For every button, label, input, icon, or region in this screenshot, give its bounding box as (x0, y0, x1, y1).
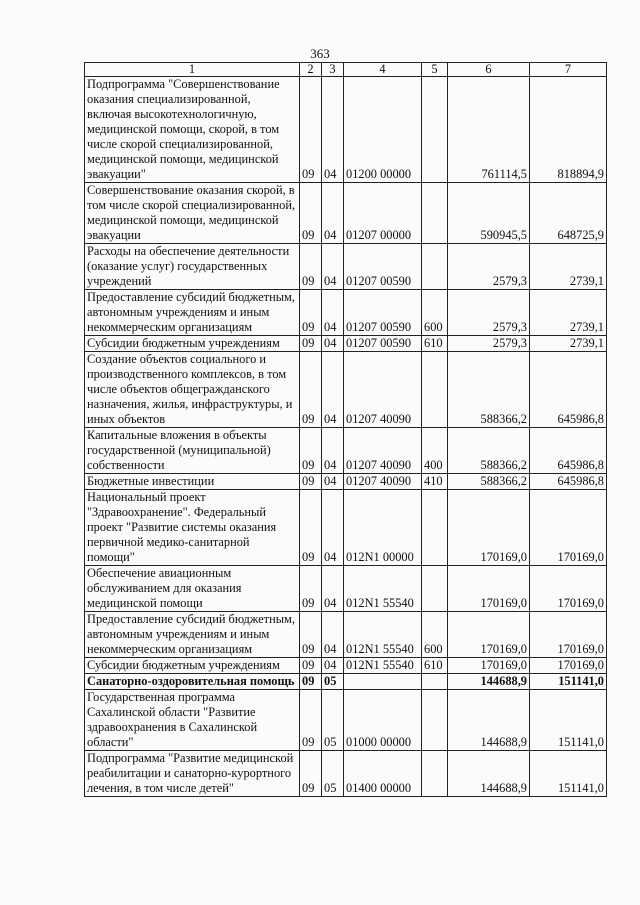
expense-type-code-cell (422, 244, 448, 290)
item-name-cell: Государственная программа Сахалинской области "Развитие здравоохранения в Сахалинской области" (85, 690, 300, 751)
subsection-code-cell: 05 (322, 674, 344, 690)
target-article-code-cell: 01400 00000 (344, 751, 422, 797)
target-article-code-cell: 01207 00590 (344, 244, 422, 290)
section-code-cell: 09 (300, 566, 322, 612)
amount-year1-cell: 2579,3 (448, 336, 530, 352)
header-cell: 5 (422, 63, 448, 77)
section-code-cell: 09 (300, 290, 322, 336)
target-article-code-cell (344, 674, 422, 690)
item-name-cell: Создание объектов социального и производственного комплексов, в том числе объектов общегражданского назначения, жилья, инфраструктуры, и иных объектов (85, 352, 300, 428)
subsection-code-cell: 04 (322, 428, 344, 474)
item-name-cell: Предоставление субсидий бюджетным, автономным учреждениям и иным некоммерческим организациям (85, 612, 300, 658)
amount-year2-cell: 818894,9 (530, 77, 607, 183)
expense-type-code-cell (422, 183, 448, 244)
table-row (85, 658, 607, 674)
item-name-cell: Субсидии бюджетным учреждениям (85, 336, 300, 352)
table-row (85, 490, 607, 566)
amount-year2-cell: 170169,0 (530, 658, 607, 674)
subsection-code-cell: 04 (322, 612, 344, 658)
subsection-code-cell: 04 (322, 244, 344, 290)
amount-year1-cell: 2579,3 (448, 290, 530, 336)
amount-year1-cell: 590945,5 (448, 183, 530, 244)
amount-year1-cell: 170169,0 (448, 566, 530, 612)
section-code-cell: 09 (300, 690, 322, 751)
header-cell: 3 (322, 63, 344, 77)
amount-year2-cell: 2739,1 (530, 244, 607, 290)
header-row (85, 63, 607, 77)
expense-type-code-cell (422, 77, 448, 183)
subsection-code-cell: 05 (322, 751, 344, 797)
section-code-cell: 09 (300, 428, 322, 474)
item-name-cell: Национальный проект "Здравоохранение". Федеральный проект "Развитие системы оказания первичной медико-санитарной помощи" (85, 490, 300, 566)
table-row (85, 352, 607, 428)
target-article-code-cell: 01207 00590 (344, 336, 422, 352)
section-code-cell: 09 (300, 244, 322, 290)
item-name-cell: Капитальные вложения в объекты государственной (муниципальной) собственности (85, 428, 300, 474)
expense-type-code-cell: 600 (422, 290, 448, 336)
header-cell: 7 (530, 63, 607, 77)
header-cell: 4 (344, 63, 422, 77)
amount-year2-cell: 151141,0 (530, 674, 607, 690)
table-row (85, 674, 607, 690)
amount-year2-cell: 170169,0 (530, 612, 607, 658)
amount-year2-cell: 645986,8 (530, 428, 607, 474)
amount-year2-cell: 2739,1 (530, 290, 607, 336)
amount-year2-cell: 645986,8 (530, 352, 607, 428)
subsection-code-cell: 04 (322, 352, 344, 428)
target-article-code-cell: 012N1 55540 (344, 658, 422, 674)
subsection-code-cell: 04 (322, 490, 344, 566)
table-row (85, 612, 607, 658)
table-row (85, 566, 607, 612)
amount-year2-cell: 645986,8 (530, 474, 607, 490)
header-cell: 1 (85, 63, 300, 77)
subsection-code-cell: 04 (322, 77, 344, 183)
section-code-cell: 09 (300, 751, 322, 797)
section-code-cell: 09 (300, 674, 322, 690)
amount-year1-cell: 170169,0 (448, 612, 530, 658)
section-code-cell: 09 (300, 336, 322, 352)
item-name-cell: Расходы на обеспечение деятельности (оказание услуг) государственных учреждений (85, 244, 300, 290)
item-name-cell: Подпрограмма "Совершенствование оказания специализированной, включая высокотехнологичную, медицинской помощи, скорой, в том числе скорой специализированной, медицинской помощи, медицинской эвакуации" (85, 77, 300, 183)
table-row (85, 290, 607, 336)
section-code-cell: 09 (300, 658, 322, 674)
table-row (85, 690, 607, 751)
expense-type-code-cell: 600 (422, 612, 448, 658)
section-code-cell: 09 (300, 612, 322, 658)
expense-type-code-cell (422, 352, 448, 428)
amount-year1-cell: 144688,9 (448, 751, 530, 797)
subsection-code-cell: 04 (322, 658, 344, 674)
expense-type-code-cell (422, 751, 448, 797)
expense-type-code-cell (422, 566, 448, 612)
amount-year1-cell: 588366,2 (448, 428, 530, 474)
item-name-cell: Бюджетные инвестиции (85, 474, 300, 490)
header-cell: 6 (448, 63, 530, 77)
expense-type-code-cell (422, 490, 448, 566)
target-article-code-cell: 01207 00590 (344, 290, 422, 336)
expense-type-code-cell: 610 (422, 336, 448, 352)
section-code-cell: 09 (300, 77, 322, 183)
amount-year1-cell: 170169,0 (448, 490, 530, 566)
subsection-code-cell: 04 (322, 474, 344, 490)
item-name-cell: Подпрограмма "Развитие медицинской реабилитации и санаторно-курортного лечения, в том числе детей" (85, 751, 300, 797)
expense-type-code-cell: 400 (422, 428, 448, 474)
target-article-code-cell: 01207 00000 (344, 183, 422, 244)
table-row (85, 474, 607, 490)
amount-year1-cell: 588366,2 (448, 352, 530, 428)
subsection-code-cell: 04 (322, 183, 344, 244)
target-article-code-cell: 01200 00000 (344, 77, 422, 183)
section-code-cell: 09 (300, 490, 322, 566)
amount-year1-cell: 761114,5 (448, 77, 530, 183)
table-row (85, 336, 607, 352)
target-article-code-cell: 01207 40090 (344, 352, 422, 428)
table-row (85, 77, 607, 183)
header-cell: 2 (300, 63, 322, 77)
section-code-cell: 09 (300, 183, 322, 244)
expense-type-code-cell (422, 690, 448, 751)
amount-year2-cell: 648725,9 (530, 183, 607, 244)
subsection-code-cell: 05 (322, 690, 344, 751)
amount-year1-cell: 144688,9 (448, 690, 530, 751)
amount-year1-cell: 2579,3 (448, 244, 530, 290)
budget-table (84, 62, 607, 797)
table-body (85, 63, 607, 797)
amount-year1-cell: 144688,9 (448, 674, 530, 690)
expense-type-code-cell: 610 (422, 658, 448, 674)
section-code-cell: 09 (300, 474, 322, 490)
target-article-code-cell: 01207 40090 (344, 428, 422, 474)
subsection-code-cell: 04 (322, 290, 344, 336)
amount-year1-cell: 170169,0 (448, 658, 530, 674)
amount-year2-cell: 170169,0 (530, 490, 607, 566)
page-number: 363 (310, 46, 330, 61)
item-name-cell: Совершенствование оказания скорой, в том числе скорой специализированной, медицинской помощи, медицинской эвакуации (85, 183, 300, 244)
target-article-code-cell: 012N1 55540 (344, 612, 422, 658)
item-name-cell: Предоставление субсидий бюджетным, автономным учреждениям и иным некоммерческим организациям (85, 290, 300, 336)
section-code-cell: 09 (300, 352, 322, 428)
target-article-code-cell: 01207 40090 (344, 474, 422, 490)
expense-type-code-cell: 410 (422, 474, 448, 490)
expense-type-code-cell (422, 674, 448, 690)
subsection-code-cell: 04 (322, 566, 344, 612)
item-name-cell: Обеспечение авиационным обслуживанием для оказания медицинской помощи (85, 566, 300, 612)
target-article-code-cell: 01000 00000 (344, 690, 422, 751)
table-row (85, 183, 607, 244)
target-article-code-cell: 012N1 00000 (344, 490, 422, 566)
item-name-cell: Субсидии бюджетным учреждениям (85, 658, 300, 674)
amount-year2-cell: 151141,0 (530, 690, 607, 751)
subsection-code-cell: 04 (322, 336, 344, 352)
target-article-code-cell: 012N1 55540 (344, 566, 422, 612)
table-row (85, 751, 607, 797)
amount-year2-cell: 2739,1 (530, 336, 607, 352)
amount-year2-cell: 151141,0 (530, 751, 607, 797)
item-name-cell: Санаторно-оздоровительная помощь (85, 674, 300, 690)
amount-year1-cell: 588366,2 (448, 474, 530, 490)
table-row (85, 428, 607, 474)
amount-year2-cell: 170169,0 (530, 566, 607, 612)
table-row (85, 244, 607, 290)
